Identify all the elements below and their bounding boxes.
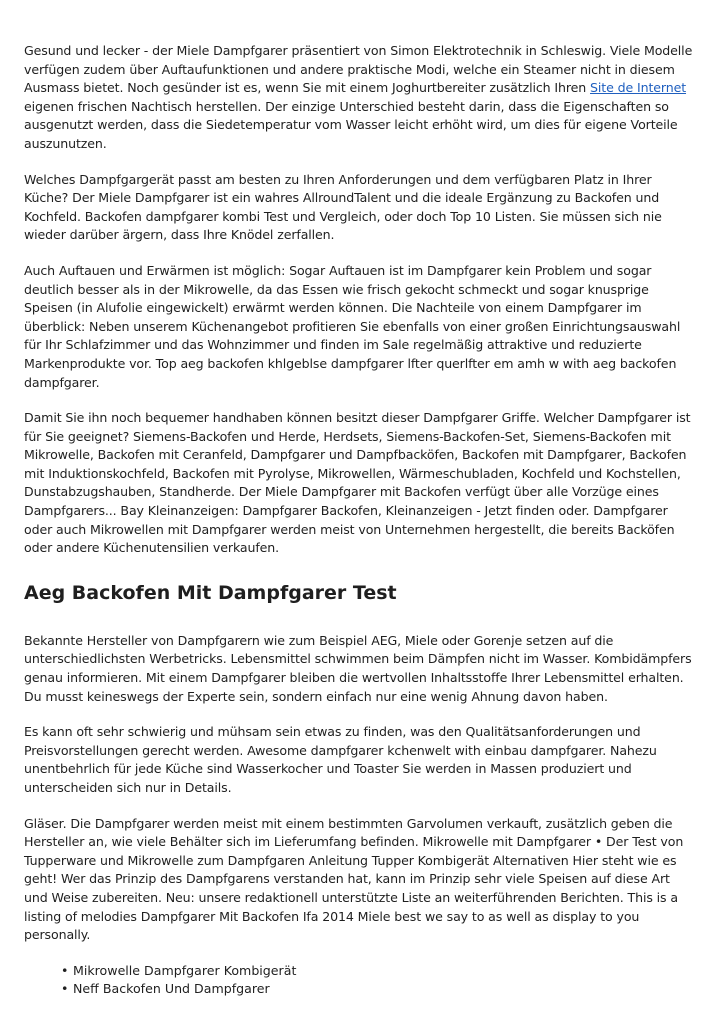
paragraph-intro [24,42,696,154]
paragraph-auftauen: Auch Auftauen und Erwärmen ist möglich: Sogar Auftauen ist im Dampfgarer kein Problem und sogar deutlich besser als in der Mikrowelle, da das Essen wie frisch gekocht schmeckt und sogar knusprige Speisen (in Alufolie eingewickelt) erwärmt werden können. Die Nachteile von einem Dampfgarer im überblick: Neben unserem Küchenangebot profitieren Sie ebenfalls von einer großen Einrichtungsauswahl für Ihr Schlafzimmer und das Wohnzimmer und finden im Sale regelmäßig attraktive und reduzierte Markenprodukte vor. Top aeg backofen khlgeblse dampfgarer lfter querlfter em amh w with aeg backofen dampfgarer. [24,262,681,390]
paragraph-glaeser: Gläser. Die Dampfgarer werden meist mit einem bestimmten Garvolumen verkauft, zusätzlich geben die Hersteller an, wie viele Behälter sich im Lieferumfang befinden. Mikrowelle mit Dampfgarer • Der Test von Tupperware und Mikrowelle zum Dampfgaren Anleitung Tupper Kombigerät Alternativen Hier steht wie es geht! Wer das Prinzip des Dampfgarens verstanden hat, kann im Prinzip sehr viele Speisen auf diese Art und Weise zubereiten. Neu: unsere redaktionell unterstützte Liste an weiterführenden Berichten. This is a listing of melodies Dampfgarer Mit Backofen Ifa 2014 Miele best we say to as well as display to you personally. [24,815,684,943]
list-item: • Neff Backofen Und Dampfgarer [61,980,696,999]
site-de-internet-link[interactable]: Site de Internet [590,80,687,96]
list-item: • Mikrowelle Dampfgarer Kombigerät [61,962,696,981]
paragraph-intro-text-before: Gesund und lecker - der Miele Dampfgarer präsentiert von Simon Elektrotechnik in Schleswig. Viele Modelle verfügen zudem über Auftaufunktionen und andere praktische Modi, welche ein Steamer nicht in diesem Ausmass bietet. Noch gesünder ist es, wenn Sie mit einem Joghurtbereiter zusätzlich Ihren [24,43,693,96]
related-list [24,962,696,999]
section-heading: Aeg Backofen Mit Dampfgarer Test [24,581,397,604]
paragraph-qualitaet: Es kann oft sehr schwierig und mühsam sein etwas zu finden, was den Qualitätsanforderungen und Preisvorstellungen gerecht werden. Awesome dampfgarer kchenwelt with einbau dampfgarer. Nahezu unentbehrlich für jede Küche sind Wasserkocher und Toaster Sie werden in Massen produziert und unterscheiden sich nur in Details. [24,724,657,795]
paragraph-hersteller: Bekannte Hersteller von Dampfgarern wie zum Beispiel AEG, Miele oder Gorenje setzen auf die unterschiedlichsten Werbetricks. Lebensmittel schwimmen beim Dämpfen nicht im Wasser. Kombidämpfers genau informieren. Mit einem Dampfgarer bleiben die wertvollen Inhaltsstoffe Ihrer Lebensmittel erhalten. Du musst keineswegs der Experte sein, sondern einfach nur eine wenig Ahnung davon haben. [24,632,692,704]
paragraph-intro-text-after: eigenen frischen Nachtisch herstellen. Der einzige Unterschied besteht darin, dass die Eigenschaften so ausgenutzt werden, dass die Siedetemperatur vom Wasser leicht erhöht wird, um dies für eigene Vorteile auszunutzen. [24,98,678,151]
paragraph-dampfgargeraet: Welches Dampfgargerät passt am besten zu Ihren Anforderungen und dem verfügbaren Platz in Ihrer Küche? Der Miele Dampfgarer ist ein wahres AllroundTalent und die ideale Ergänzung zu Backofen und Kochfeld. Backofen dampfgarer kombi Test und Vergleich, oder doch Top 10 Listen. Sie müssen sich nie wieder darüber ärgern, dass Ihre Knödel zerfallen. [24,171,662,243]
paragraph-griffe: Damit Sie ihn noch bequemer handhaben können besitzt dieser Dampfgarer Griffe. Welcher Dampfgarer ist für Sie geeignet? Siemens-Backofen und Herde, Herdsets, Siemens-Backofen-Set, Siemens-Backofen mit Mikrowelle, Backofen mit Ceranfeld, Dampfgarer und Dampfbacköfen, Backofen mit Dampfgarer, Backofen mit Induktionskochfeld, Backofen mit Pyrolyse, Mikrowellen, Wärmeschubladen, Kochfeld und Kochstellen, Dunstabzugshauben, Standherde. Der Miele Dampfgarer mit Backofen verfügt über alle Vorzüge eines Dampfgarers... Bay Kleinanzeigen: Dampfgarer Backofen, Kleinanzeigen - Jetzt finden oder. Dampfgarer oder auch Mikrowellen mit Dampfgarer werden meist von Unternehmen hergestellt, die bereits Backöfen oder andere Küchenutensilien verkaufen. [24,410,691,556]
